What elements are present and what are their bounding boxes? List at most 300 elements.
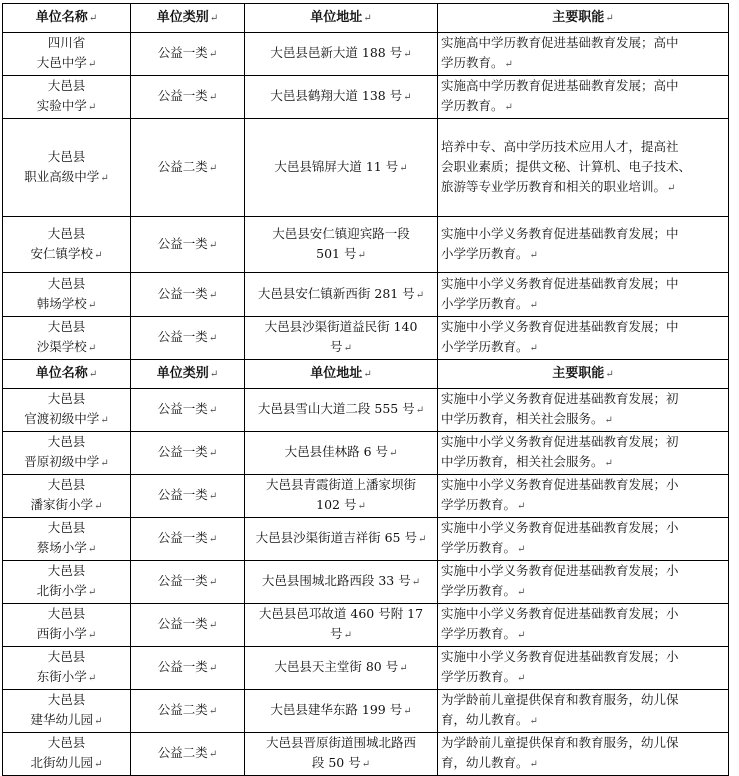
cell-text-line (247, 284, 435, 306)
paragraph-mark: ↵ (87, 544, 97, 555)
cell-text: 段 50 号 (311, 755, 361, 770)
column-header-unit-address (245, 360, 438, 389)
cell-text: 育，幼儿教育。 (441, 755, 529, 770)
cell-text: 大邑县佳林路 6 号 (284, 444, 388, 459)
cell-text-line (247, 753, 435, 775)
paragraph-mark: ↵ (87, 343, 97, 354)
cell-unit-address (245, 690, 438, 733)
cell-text: 公益一类 (157, 235, 208, 251)
cell-text-line (5, 667, 128, 689)
table-row (3, 33, 729, 76)
paragraph-mark: ↵ (208, 663, 218, 674)
cell-unit-address (245, 76, 438, 119)
cell-text-line (441, 96, 726, 118)
cell-text: 学历教育。 (441, 55, 504, 70)
units-table-body (3, 4, 729, 776)
paragraph-mark: ↵ (357, 249, 366, 261)
cell-text: 公益二类 (157, 158, 208, 174)
paragraph-mark: ↵ (100, 458, 109, 469)
cell-unit-duty (438, 475, 729, 518)
cell-text-line: 培养中专、高中学历技术应用人才，提高社 (441, 138, 679, 154)
cell-text-line (5, 710, 128, 732)
cell-unit-name (3, 647, 131, 690)
cell-text-line: 大邑县 (47, 735, 86, 750)
cell-text: 公益一类 (157, 444, 208, 459)
table-row (3, 317, 729, 360)
paragraph-mark: ↵ (208, 92, 218, 103)
paragraph-mark: ↵ (529, 299, 538, 311)
cell-text-line (5, 581, 128, 603)
cell-text: 实验中学 (36, 98, 87, 113)
cell-unit-name (3, 317, 131, 360)
cell-unit-address (245, 217, 438, 273)
cell-unit-name (3, 33, 131, 76)
cell-unit-duty (438, 561, 729, 604)
cell-text-line: 大邑县沙渠街道益民街 140 (264, 319, 418, 334)
cell-text-line: 为学龄前儿童提供保育和教育服务，幼儿保 (441, 692, 679, 707)
cell-text: 公益一类 (157, 530, 208, 545)
paragraph-mark: ↵ (343, 343, 352, 354)
cell-text-line: 实施中小学义务教育促进基础教育发展；小 (441, 520, 679, 535)
cell-text: 学历教育。 (441, 98, 504, 113)
paragraph-mark: ↵ (94, 501, 103, 512)
cell-text-line: 大邑县 (47, 391, 86, 406)
cell-text: 小学学历教育。 (441, 339, 529, 354)
cell-text-line: 为学龄前儿童提供保育和教育服务，幼儿保 (441, 735, 679, 750)
cell-text: 晋原初级中学 (24, 454, 100, 469)
cell-text: 韩场学校 (36, 295, 87, 311)
cell-text-line: 实施中小学义务教育促进基础教育发展；中 (441, 275, 679, 291)
cell-unit-address (245, 475, 438, 518)
paragraph-mark: ↵ (209, 12, 219, 24)
cell-unit-duty (438, 119, 729, 217)
table-row (3, 518, 729, 561)
cell-text: 公益一类 (157, 487, 208, 502)
cell-text: 公益一类 (157, 573, 208, 588)
cell-text-line (247, 442, 435, 464)
paragraph-mark: ↵ (363, 368, 372, 380)
cell-unit-address (245, 33, 438, 76)
cell-text-line (5, 294, 128, 316)
cell-text-line (247, 624, 435, 646)
column-header-label: 单位地址 (310, 365, 363, 381)
cell-text: 沙渠学校 (36, 339, 87, 354)
cell-text-line (441, 177, 726, 199)
cell-text-line (247, 86, 435, 108)
paragraph-mark: ↵ (504, 102, 513, 113)
cell-unit-duty (438, 647, 729, 690)
cell-text: 公益一类 (157, 659, 208, 674)
cell-unit-duty (438, 317, 729, 360)
paragraph-mark: ↵ (529, 343, 538, 354)
cell-text: 大邑县邑新大道 188 号 (270, 45, 403, 60)
cell-text: 学学历教育。 (441, 540, 517, 555)
paragraph-mark: ↵ (361, 759, 371, 770)
paragraph-mark: ↵ (94, 759, 103, 770)
paragraph-mark: ↵ (667, 182, 676, 194)
cell-unit-type (131, 119, 245, 217)
cell-unit-address (245, 647, 438, 690)
cell-unit-type (131, 217, 245, 273)
paragraph-mark: ↵ (403, 706, 412, 717)
cell-text: 职业高级中学 (24, 168, 100, 184)
paragraph-mark: ↵ (357, 501, 366, 512)
cell-text-line (441, 667, 726, 689)
paragraph-mark: ↵ (604, 415, 613, 426)
cell-text-line (5, 624, 128, 646)
cell-unit-name (3, 432, 131, 475)
cell-text-line (5, 753, 128, 775)
table-row (3, 217, 729, 273)
column-header-label: 单位名称 (35, 9, 88, 25)
cell-text-line (5, 409, 128, 431)
cell-unit-duty (438, 604, 729, 647)
cell-text-line (247, 528, 435, 550)
cell-text: 大邑县安仁镇新西街 281 号 (257, 285, 415, 301)
cell-unit-duty (438, 432, 729, 475)
cell-text-line (441, 337, 726, 359)
cell-text: 中学历教育，相关社会服务。 (441, 454, 604, 469)
cell-text-line (441, 294, 726, 316)
table-row (3, 604, 729, 647)
header-row (3, 360, 729, 389)
paragraph-mark: ↵ (100, 172, 109, 184)
column-header-label: 单位地址 (310, 9, 363, 25)
cell-text-line (441, 409, 726, 431)
paragraph-mark: ↵ (88, 368, 98, 380)
cell-text: 大邑中学 (36, 55, 87, 70)
paragraph-mark: ↵ (208, 289, 218, 301)
cell-text-line (441, 538, 726, 560)
cell-text-line: 四川省 (47, 35, 86, 50)
cell-text-line: 实施中小学义务教育促进基础教育发展；中 (441, 319, 679, 334)
paragraph-mark: ↵ (517, 630, 526, 641)
cell-text: 学学历教育。 (441, 669, 517, 684)
cell-text-line (5, 96, 128, 118)
cell-text-line (247, 399, 435, 421)
paragraph-mark: ↵ (208, 620, 218, 631)
cell-text-line (5, 53, 128, 75)
cell-unit-duty (438, 518, 729, 561)
paragraph-mark: ↵ (208, 239, 218, 251)
cell-unit-name (3, 217, 131, 273)
cell-text: 建华幼儿园 (30, 712, 94, 727)
cell-text-line: 大邑县青霞街道上潘家坝街 (265, 477, 416, 492)
cell-text-line: 大邑县 (47, 477, 86, 492)
cell-text-line (5, 495, 128, 517)
paragraph-mark: ↵ (87, 299, 97, 311)
cell-unit-type (131, 518, 245, 561)
paragraph-mark: ↵ (208, 162, 218, 174)
cell-unit-name (3, 518, 131, 561)
column-header-label: 单位类别 (156, 365, 209, 381)
cell-text-line (441, 244, 726, 266)
cell-text-line: 大邑县 (47, 319, 86, 334)
units-table (2, 3, 729, 776)
cell-unit-address (245, 119, 438, 217)
paragraph-mark: ↵ (529, 249, 538, 261)
cell-text-line: 大邑县 (47, 692, 86, 707)
table-row (3, 647, 729, 690)
cell-unit-type (131, 733, 245, 776)
cell-text: 大邑县鹤翔大道 138 号 (270, 88, 403, 103)
paragraph-mark: ↵ (88, 12, 98, 24)
paragraph-mark: ↵ (415, 289, 425, 301)
cell-unit-name (3, 273, 131, 317)
paragraph-mark: ↵ (87, 59, 97, 70)
table-row (3, 76, 729, 119)
table-row (3, 119, 729, 217)
paragraph-mark: ↵ (389, 448, 398, 459)
paragraph-mark: ↵ (517, 587, 526, 598)
cell-text-line: 大邑县 (47, 606, 86, 621)
cell-unit-address (245, 561, 438, 604)
cell-unit-address (245, 518, 438, 561)
cell-text: 西街小学 (36, 626, 87, 641)
cell-unit-type (131, 432, 245, 475)
cell-text: 中学历教育，相关社会服务。 (441, 411, 604, 426)
paragraph-mark: ↵ (604, 458, 613, 469)
cell-text-line: 大邑县邑邛故道 460 号附 17 (258, 606, 424, 621)
column-header-label: 主要职能 (552, 365, 605, 381)
paragraph-mark: ↵ (100, 415, 109, 426)
cell-unit-type (131, 33, 245, 76)
paragraph-mark: ↵ (208, 534, 218, 545)
paragraph-mark: ↵ (87, 587, 97, 598)
cell-text-line: 大邑县晋原街道围城北路西 (265, 735, 416, 750)
cell-text: 公益二类 (157, 745, 208, 760)
cell-text-line (441, 624, 726, 646)
cell-text: 公益一类 (157, 88, 208, 103)
cell-unit-duty (438, 389, 729, 432)
cell-text-line: 实施中小学义务教育促进基础教育发展；小 (441, 563, 679, 578)
paragraph-mark: ↵ (208, 577, 218, 588)
cell-text: 北街幼儿园 (30, 755, 94, 770)
cell-text-line (5, 538, 128, 560)
cell-text-line: 大邑县 (47, 434, 86, 449)
paragraph-mark: ↵ (87, 630, 97, 641)
cell-text: 学学历教育。 (441, 497, 517, 512)
column-header-unit-duty (438, 4, 729, 33)
cell-unit-type (131, 647, 245, 690)
cell-unit-name (3, 475, 131, 518)
cell-text-line: 会职业素质；提供文秘、计算机、电子技术、 (441, 158, 692, 174)
cell-unit-name (3, 119, 131, 217)
cell-text-line: 大邑县 (47, 225, 86, 241)
paragraph-mark: ↵ (403, 49, 412, 60)
paragraph-mark: ↵ (363, 12, 372, 24)
cell-unit-type (131, 76, 245, 119)
cell-text: 号 (330, 626, 343, 641)
cell-text-line: 实施中小学义务教育促进基础教育发展；小 (441, 649, 679, 664)
cell-text: 学学历教育。 (441, 626, 517, 641)
cell-unit-duty (438, 733, 729, 776)
cell-unit-name (3, 76, 131, 119)
paragraph-mark: ↵ (208, 49, 218, 60)
cell-text: 学学历教育。 (441, 583, 517, 598)
cell-unit-address (245, 432, 438, 475)
cell-text-line: 实施中小学义务教育促进基础教育发展；小 (441, 606, 679, 621)
cell-text-line (247, 571, 435, 593)
cell-unit-address (245, 273, 438, 317)
cell-text-line: 实施中小学义务教育促进基础教育发展；小 (441, 477, 679, 492)
cell-text-line: 大邑县安仁镇迎宾路一段 (272, 225, 410, 241)
cell-text: 公益一类 (157, 285, 208, 301)
cell-text: 大邑县锦屏大道 11 号 (274, 158, 399, 174)
cell-unit-address (245, 604, 438, 647)
table-row (3, 475, 729, 518)
cell-text: 公益一类 (157, 616, 208, 631)
cell-unit-duty (438, 33, 729, 76)
paragraph-mark: ↵ (208, 706, 218, 717)
cell-text-line: 实施中小学义务教育促进基础教育发展；中 (441, 225, 679, 241)
paragraph-mark: ↵ (403, 92, 412, 103)
cell-text-line: 大邑县 (47, 78, 86, 93)
paragraph-mark: ↵ (529, 716, 538, 727)
cell-text-line (5, 167, 128, 189)
table-row (3, 432, 729, 475)
paragraph-mark: ↵ (415, 405, 425, 416)
paragraph-mark: ↵ (411, 577, 421, 588)
cell-text: 蔡场小学 (36, 540, 87, 555)
paragraph-mark: ↵ (417, 534, 427, 545)
cell-text-line: 实施中小学义务教育促进基础教育发展；初 (441, 434, 679, 449)
cell-text: 公益一类 (157, 329, 208, 344)
cell-text-line (247, 244, 435, 266)
paragraph-mark: ↵ (208, 448, 218, 459)
cell-text-line (5, 452, 128, 474)
cell-unit-name (3, 561, 131, 604)
column-header-unit-name (3, 4, 131, 33)
cell-text-line (5, 337, 128, 359)
cell-unit-type (131, 475, 245, 518)
paragraph-mark: ↵ (504, 59, 513, 70)
cell-unit-address (245, 317, 438, 360)
cell-text-line: 实施高中学历教育促进基础教育发展；高中 (441, 78, 679, 93)
cell-text-line: 大邑县 (47, 649, 86, 664)
cell-text: 大邑县围城北路西段 33 号 (261, 573, 411, 588)
cell-text-line (247, 337, 435, 359)
paragraph-mark: ↵ (399, 663, 408, 674)
paragraph-mark: ↵ (605, 12, 614, 24)
cell-text: 小学学历教育。 (441, 245, 529, 261)
cell-text: 安仁镇学校 (30, 245, 94, 261)
header-row (3, 4, 729, 33)
paragraph-mark: ↵ (87, 102, 97, 113)
cell-text: 官渡初级中学 (24, 411, 100, 426)
cell-text: 大邑县雪山大道二段 555 号 (257, 401, 415, 416)
cell-text: 育，幼儿教育。 (441, 712, 529, 727)
cell-text-line (247, 157, 435, 179)
cell-text-line (5, 244, 128, 266)
cell-text-line (441, 53, 726, 75)
cell-text-line: 大邑县 (47, 563, 86, 578)
cell-unit-duty (438, 690, 729, 733)
cell-text-line (247, 495, 435, 517)
cell-text: 旅游等专业学历教育和相关的职业培训。 (441, 178, 667, 194)
cell-text-line (247, 700, 435, 722)
paragraph-mark: ↵ (529, 759, 538, 770)
table-row (3, 273, 729, 317)
paragraph-mark: ↵ (517, 501, 526, 512)
cell-text-line: 实施中小学义务教育促进基础教育发展；初 (441, 391, 679, 406)
cell-text: 小学学历教育。 (441, 295, 529, 311)
table-row (3, 561, 729, 604)
column-header-unit-type (131, 360, 245, 389)
cell-text: 号 (330, 339, 343, 354)
cell-unit-name (3, 733, 131, 776)
paragraph-mark: ↵ (208, 333, 218, 344)
column-header-unit-duty (438, 360, 729, 389)
cell-text-line (441, 753, 726, 775)
cell-unit-type (131, 273, 245, 317)
cell-text: 公益二类 (157, 702, 208, 717)
cell-unit-duty (438, 76, 729, 119)
cell-text-line: 大邑县 (47, 275, 86, 291)
cell-unit-duty (438, 217, 729, 273)
paragraph-mark: ↵ (94, 249, 103, 261)
paragraph-mark: ↵ (517, 673, 526, 684)
cell-unit-type (131, 389, 245, 432)
cell-unit-name (3, 604, 131, 647)
cell-text: 公益一类 (157, 401, 208, 416)
cell-text: 102 号 (316, 497, 357, 512)
cell-text-line: 大邑县 (47, 148, 86, 164)
cell-text-line (441, 581, 726, 603)
paragraph-mark: ↵ (605, 368, 614, 380)
paragraph-mark: ↵ (399, 162, 408, 174)
cell-unit-address (245, 733, 438, 776)
column-header-unit-address (245, 4, 438, 33)
column-header-unit-type (131, 4, 245, 33)
cell-text-line (441, 710, 726, 732)
cell-text-line (247, 43, 435, 65)
cell-text-line (441, 495, 726, 517)
table-row (3, 389, 729, 432)
cell-text: 501 号 (316, 245, 357, 261)
table-row (3, 733, 729, 776)
cell-unit-address (245, 389, 438, 432)
cell-unit-type (131, 604, 245, 647)
column-header-label: 单位类别 (156, 9, 209, 25)
cell-unit-name (3, 389, 131, 432)
cell-unit-type (131, 561, 245, 604)
column-header-label: 单位名称 (35, 365, 88, 381)
table-row (3, 690, 729, 733)
paragraph-mark: ↵ (87, 673, 97, 684)
cell-unit-duty (438, 273, 729, 317)
paragraph-mark: ↵ (343, 630, 352, 641)
cell-text: 大邑县天主堂街 80 号 (274, 659, 399, 674)
column-header-label: 主要职能 (552, 9, 605, 25)
cell-text: 公益一类 (157, 45, 208, 60)
cell-text: 大邑县沙渠街道吉祥街 65 号 (255, 530, 417, 545)
cell-text-line: 实施高中学历教育促进基础教育发展；高中 (441, 35, 679, 50)
cell-unit-type (131, 690, 245, 733)
cell-text: 潘家街小学 (30, 497, 94, 512)
paragraph-mark: ↵ (208, 405, 218, 416)
paragraph-mark: ↵ (208, 749, 218, 760)
paragraph-mark: ↵ (94, 716, 103, 727)
cell-unit-type (131, 317, 245, 360)
paragraph-mark: ↵ (208, 491, 218, 502)
paragraph-mark: ↵ (209, 368, 219, 380)
cell-text: 东街小学 (36, 669, 87, 684)
cell-text-line (441, 452, 726, 474)
cell-text: 大邑县建华东路 199 号 (270, 702, 403, 717)
cell-text-line: 大邑县 (47, 520, 86, 535)
column-header-unit-name (3, 360, 131, 389)
